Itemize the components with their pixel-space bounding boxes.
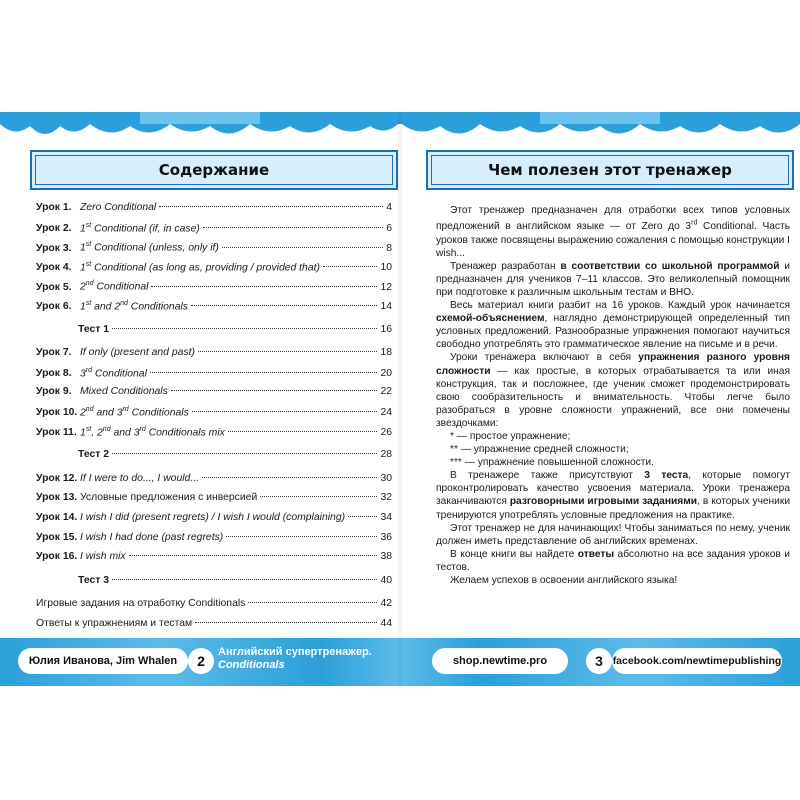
intro-paragraph: Желаем успехов в освоении английского языка! — [450, 575, 678, 587]
toc-lesson-number: Урок 16. — [36, 551, 78, 563]
toc-lesson-number: Урок 8. — [36, 368, 72, 380]
toc-lesson-number: Урок 2. — [36, 223, 72, 235]
toc-row — [24, 280, 404, 300]
toc-row — [24, 406, 404, 426]
shop-link[interactable]: shop.newtime.pro — [432, 648, 568, 674]
toc-lesson-title: I wish mix — [80, 551, 126, 563]
toc-page-number: 8 — [386, 242, 392, 254]
toc-lesson-number: Урок 1. — [36, 202, 72, 213]
toc-lesson-title: If only (present and past) — [80, 347, 195, 359]
intro-paragraph: Уроки тренажера включают в себя упражнения разного уровня сложности — как простые, в которых отрабатывается та или иная конструкция, так и посложнее, где ученик сможет продемонстрировать свою сообразительность и внимательность. Чтобы легче было разобраться в уровне сложности упражнений, все они помечены звездочками: — [436, 352, 790, 429]
toc-dot-leader — [150, 372, 378, 373]
toc-dot-leader — [129, 555, 378, 556]
difficulty-item: *** — упражнение повышенной сложности. — [450, 457, 654, 469]
toc-lesson-number: Урок 6. — [36, 301, 72, 313]
toc-heading: Содержание — [158, 161, 270, 179]
toc-dot-leader — [198, 351, 378, 352]
toc-dot-leader — [202, 477, 377, 478]
difficulty-item: * — простое упражнение; — [450, 430, 571, 442]
toc-header — [30, 150, 398, 190]
toc-lesson-title: 1st, 2nd and 3rd Conditionals mix — [80, 425, 225, 438]
left-page — [24, 144, 404, 637]
toc-row — [24, 618, 404, 638]
intro-heading: Чем полезен этот тренажер — [488, 161, 732, 179]
table-of-contents — [24, 202, 404, 637]
toc-row — [24, 473, 404, 493]
toc-page-number: 34 — [380, 511, 392, 523]
intro-paragraph: Тренажер разработан в соответствии со школьной программой и предназначен для учеников 7–11 классов. Это великолепный помощник при подготовке к различным школьным тестам и ВНО. — [436, 260, 790, 298]
toc-dot-leader — [222, 247, 383, 248]
toc-page-number: 14 — [380, 301, 392, 313]
toc-page-number: 26 — [380, 427, 392, 438]
toc-page-number: 20 — [380, 368, 392, 380]
intro-paragraph: Этот тренажер не для начинающих! Чтобы заниматься по нему, ученик должен иметь представление об английских временах. — [436, 522, 790, 547]
toc-page-number: 36 — [380, 531, 392, 543]
toc-lesson-title: 2nd Conditional — [80, 280, 149, 293]
toc-lesson-number: Урок 5. — [36, 281, 72, 293]
intro-paragraph: В конце книги вы найдете ответы абсолютно на все задания уроков и тестов. — [436, 548, 790, 573]
toc-dot-leader — [195, 622, 377, 623]
toc-page-number: 6 — [386, 223, 392, 235]
intro-paragraph: В тренажере также присутствуют 3 теста, которые помогут проконтролировать качество усвоения материала. Уроки тренажера заканчиваются разговорными игровыми заданиями, в которых ученики тренируются употреблять условные предложения на практике. — [436, 470, 791, 521]
toc-test-row — [24, 575, 404, 595]
page-number-right: 3 — [586, 648, 612, 674]
toc-lesson-title: Zero Conditional — [80, 202, 157, 213]
toc-page-number: 32 — [380, 492, 392, 504]
toc-test-label: Тест 2 — [78, 449, 110, 461]
toc-test-row — [24, 449, 404, 469]
toc-page-number: 18 — [380, 347, 392, 359]
difficulty-item: ** — упражнение средней сложности; — [450, 444, 629, 456]
toc-dot-leader — [228, 431, 378, 432]
toc-dot-leader — [159, 206, 383, 207]
toc-lesson-number: Урок 4. — [36, 262, 72, 274]
toc-lesson-number: Урок 11. — [36, 427, 77, 438]
toc-dot-leader — [248, 602, 377, 603]
toc-dot-leader — [112, 453, 377, 454]
toc-lesson-number: Урок 9. — [36, 386, 72, 398]
toc-test-label: Тест 3 — [78, 574, 110, 586]
toc-lesson-title: 1st Conditional (if, in case) — [80, 221, 200, 235]
toc-test-row — [24, 324, 404, 344]
toc-lesson-title: I wish I had done (past regrets) — [80, 531, 224, 543]
toc-dot-leader — [203, 227, 383, 228]
toc-row — [24, 300, 404, 320]
toc-row — [24, 261, 404, 281]
book-title — [218, 646, 372, 672]
toc-extra-label: Игровые задания на отработку Conditionals — [36, 598, 246, 610]
right-page — [420, 144, 800, 587]
toc-row — [24, 492, 404, 512]
toc-row — [24, 386, 404, 406]
toc-page-number: 10 — [380, 262, 392, 274]
intro-paragraph: Этот тренажер предназначен для отработки всех типов условных предложений в английском языке — от Zero до 3rd Conditional. Часть уроков также посвящены выражению сожаления с помощью конструкции I wish... — [436, 205, 790, 259]
page-number-left: 2 — [188, 648, 214, 674]
toc-lesson-title: If I were to do..., I would... — [80, 472, 199, 484]
toc-page-number: 4 — [386, 202, 392, 213]
toc-row — [24, 598, 404, 618]
toc-lesson-number: Урок 15. — [36, 531, 78, 543]
toc-lesson-number: Урок 12. — [36, 472, 78, 484]
toc-row — [24, 202, 404, 222]
toc-page-number: 22 — [380, 386, 392, 398]
toc-lesson-title: 1st Conditional (as long as, providing / provided that) — [80, 260, 320, 274]
toc-dot-leader — [151, 286, 377, 287]
toc-page-number: 40 — [380, 574, 392, 586]
toc-dot-leader — [348, 516, 377, 517]
intro-paragraph: Весь материал книги разбит на 16 уроков. Каждый урок начинается схемой-объяснением, наглядно демонстрирующей определенный тип условных предложений. Разнообразные упражнения помогают научиться свободно употреблять это грамматическое явление на письме и в речи. — [436, 300, 790, 351]
toc-row — [24, 222, 404, 242]
toc-dot-leader — [112, 579, 377, 580]
toc-lesson-title: I wish I did (present regrets) / I wish I would (complaining) — [80, 511, 346, 523]
toc-extra-label: Ответы к упражнениям и тестам — [36, 617, 193, 629]
intro-header — [426, 150, 794, 190]
toc-dot-leader — [191, 305, 377, 306]
toc-page-number: 38 — [380, 551, 392, 563]
toc-lesson-number: Урок 14. — [36, 511, 78, 523]
toc-lesson-number: Урок 7. — [36, 347, 72, 359]
toc-lesson-title: 3rd Conditional — [80, 366, 147, 380]
toc-lesson-title: 1st and 2nd Conditionals — [80, 299, 188, 313]
toc-page-number: 16 — [380, 323, 392, 335]
book-title-main: Английский супертренажер. — [218, 646, 372, 658]
book-title-sub: Conditionals — [218, 659, 285, 671]
toc-dot-leader — [226, 536, 377, 537]
toc-page-number: 24 — [380, 407, 392, 419]
toc-row — [24, 367, 404, 387]
toc-lesson-number: Урок 3. — [36, 242, 72, 254]
toc-lesson-title: Mixed Conditionals — [80, 386, 168, 398]
toc-page-number: 44 — [380, 617, 392, 629]
toc-row — [24, 532, 404, 552]
toc-page-number: 12 — [380, 281, 392, 293]
authors-label: Юлия Иванова, Jim Whalen — [18, 648, 188, 674]
toc-lesson-number: Урок 10. — [36, 407, 78, 419]
toc-dot-leader — [192, 411, 378, 412]
toc-lesson-title: Условные предложения с инверсией — [80, 492, 258, 504]
toc-test-label: Тест 1 — [78, 323, 110, 335]
toc-row — [24, 426, 404, 446]
toc-dot-leader — [260, 496, 377, 497]
toc-lesson-number: Урок 13. — [36, 492, 78, 504]
toc-page-number: 30 — [380, 472, 392, 484]
toc-row — [24, 512, 404, 532]
facebook-link[interactable]: facebook.com/newtimepublishing — [612, 648, 782, 674]
toc-dot-leader — [171, 390, 378, 391]
toc-lesson-title: 1st Conditional (unless, only if) — [80, 241, 219, 254]
toc-dot-leader — [323, 266, 377, 267]
intro-text — [436, 204, 790, 587]
toc-lesson-title: 2nd and 3rd Conditionals — [80, 405, 189, 419]
toc-page-number: 28 — [380, 449, 392, 461]
toc-row — [24, 241, 404, 261]
toc-page-number: 42 — [380, 598, 392, 610]
toc-row — [24, 551, 404, 571]
toc-row — [24, 347, 404, 367]
toc-dot-leader — [112, 328, 377, 329]
